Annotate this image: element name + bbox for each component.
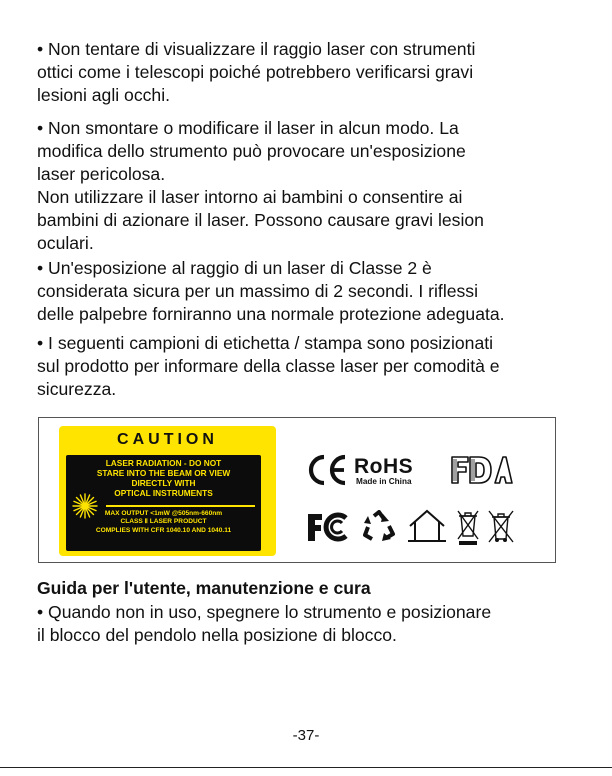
paragraph-telescope-warning (37, 38, 582, 107)
paragraph-class2-exposure (37, 257, 582, 326)
paragraph-maintenance (37, 601, 582, 647)
certification-logos (304, 448, 519, 553)
weee-crossed-bin-icon (488, 508, 514, 544)
text-line: sul prodotto per informare della classe laser per comodità e (37, 356, 500, 376)
text-line: lesioni agli occhi. (37, 85, 171, 105)
weee-bin-icon (456, 508, 480, 546)
spec-line: CLASS Ⅱ LASER PRODUCT (120, 518, 207, 526)
text-line: modifica dello strumento può provocare un'esposizione (37, 141, 466, 161)
text-line: sicurezza. (37, 379, 117, 399)
house-icon (407, 508, 447, 544)
caution-spec-text (66, 510, 261, 535)
fcc-logo-icon (306, 510, 352, 544)
text-line: • Quando non in uso, spegnere lo strumento e posizionare (37, 602, 492, 622)
text-line: • Non tentare di visualizzare il raggio laser con strumenti (37, 39, 476, 59)
text-line: bambini di azionare il laser. Possono causare gravi lesion (37, 210, 484, 230)
spec-line: COMPLIES WITH CFR 1040.10 AND 1040.11 (95, 526, 232, 534)
caution-warning-text (66, 458, 261, 498)
page-number: -37- (292, 727, 320, 744)
warning-line: DIRECTLY WITH (131, 478, 196, 488)
text-line: il blocco del pendolo nella posizione di blocco. (37, 625, 397, 645)
text-line: delle palpebre forniranno una normale protezione adeguata. (37, 304, 505, 324)
rohs-text: RoHS (354, 455, 414, 478)
caution-title: CAUTION (117, 431, 218, 448)
text-line: Non utilizzare il laser intorno ai bambini o consentire ai (37, 187, 463, 207)
paragraph-label-samples (37, 332, 582, 401)
rohs-logo (354, 456, 434, 486)
caution-warning-panel (66, 455, 261, 551)
spec-line: MAX OUTPUT <1mW @505nm-660nm (104, 510, 223, 517)
caution-label (59, 426, 276, 556)
text-line: • I seguenti campioni di etichetta / stampa sono posizionati (37, 333, 494, 353)
warning-line: OPTICAL INSTRUMENTS (114, 488, 213, 498)
text-line: • Un'esposizione al raggio di un laser di Classe 2 è (37, 258, 432, 278)
text-line: considerata sicura per un massimo di 2 secondi. I riflessi (37, 281, 479, 301)
section-title: Guida per l'utente, manutenzione e cura (37, 578, 371, 598)
bottom-rule (0, 767, 612, 768)
warning-line: STARE INTO THE BEAM OR VIEW (96, 468, 231, 478)
made-in-china-text: Made in China (356, 477, 412, 486)
fda-logo-icon (451, 456, 513, 484)
recycle-icon (362, 510, 396, 544)
text-line: ottici come i telescopi poiché potrebbero verificarsi gravi (37, 62, 474, 82)
paragraph-disassembly-warning (37, 117, 582, 255)
text-line: laser pericolosa. (37, 164, 166, 184)
label-samples-box (38, 417, 556, 563)
caution-divider (106, 505, 255, 507)
text-line: • Non smontare o modificare il laser in alcun modo. La (37, 118, 459, 138)
ce-mark-icon (304, 454, 350, 486)
warning-line: LASER RADIATION - DO NOT (105, 458, 222, 468)
text-line: oculari. (37, 233, 94, 253)
